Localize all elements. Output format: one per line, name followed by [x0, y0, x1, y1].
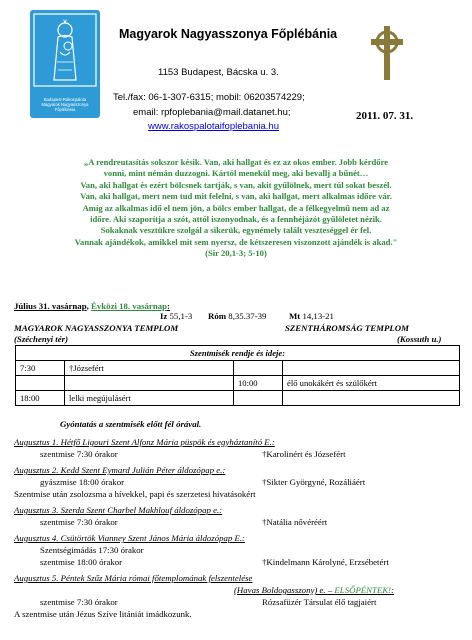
- table-row: 10:00 élő unokákért és szülőkért: [16, 376, 460, 391]
- church-right-name: SZENTHÁROMSÁG TEMPLOM: [285, 323, 409, 333]
- phone-line: Tel./fax: 06-1-307-6315; mobil: 06203574229;: [113, 92, 305, 103]
- day-aug1-mass: szentmise 7:30 órakor: [40, 449, 118, 459]
- celtic-cross-icon: [365, 24, 409, 82]
- confession-note: Gyóntatás a szentmisék előtt fél órával.: [60, 419, 202, 429]
- day-aug4-title: Augusztus 4. Csütörtök Vianney Szent János Mária áldozópap E.:: [14, 533, 245, 543]
- day-aug4-intent: †Kindelmann Károlyné, Erzsébetért: [262, 557, 389, 567]
- website-link[interactable]: www.rakospalotaifoplebania.hu: [148, 121, 279, 132]
- day-aug3-title: Augusztus 3. Szerda Szent Charbel Makhlouf áldozópap e.:: [14, 505, 223, 515]
- church-right-place: (Kossuth u.): [397, 334, 442, 344]
- mass-schedule-table: [15, 345, 460, 406]
- day-aug5-note: A szentmise után Jézus Szíve litániát imádkozunk.: [14, 609, 192, 619]
- parish-title: Magyarok Nagyasszonya Főplébánia: [119, 27, 338, 41]
- readings-3: Mt 14,13-21: [289, 311, 334, 321]
- day-aug2-mass: gyászmise 18:00 órakor: [40, 477, 125, 487]
- day-aug4-mass: szentmise 18:00 órakor: [40, 557, 123, 567]
- day-aug5-subtitle: (Havas Boldogasszony) e. – ELSŐPÉNTEK!:: [234, 585, 395, 595]
- day-aug4-adoration: Szentségimádás 17:30 órakor: [40, 545, 144, 555]
- bulletin-date: 2011. 07. 31.: [356, 110, 414, 122]
- day-aug3-intent: †Natália nővéréért: [262, 517, 328, 527]
- church-left-place: (Széchenyi tér): [14, 334, 68, 344]
- readings: Iz 55,1-3: [160, 311, 193, 321]
- parish-logo: [30, 10, 100, 118]
- day-aug1-intent: †Karolinért és Józsefért: [262, 449, 346, 459]
- day-aug5-intent: Rózsafüzér Társulat élő tagjaiért: [262, 597, 377, 607]
- email-line: email: rpfoplebania@mail.datanet.hu;: [133, 107, 291, 118]
- table-row: 7:30 †Józsefért: [16, 361, 460, 376]
- day-aug2-title: Augusztus 2. Kedd Szent Eymard Julián Péter áldozópap e.:: [14, 465, 226, 475]
- day-aug3-mass: szentmise 7:30 órakor: [40, 517, 118, 527]
- day-aug1-title: Augusztus 1. Hétfő Ligouri Szent Alfonz Mária püspök és egyháztanító E.:: [14, 437, 275, 447]
- logo-caption: Budapest-Rákospalota Magyarok Nagyasszonya Főplébánia: [41, 97, 89, 112]
- table-row: 18:00 lelki megújulásért: [16, 391, 460, 406]
- readings-2: Róm 8,35.37-39: [208, 311, 267, 321]
- scripture-quote: „A rendreutasítás sokszor késik. Van, aki hallgat és ez az okos ember. Jobb kérdőre vonni, mint némán duzzogni. Kártól menekül meg, aki bevallj a bűnét… Van, aki hallgat és ezért bölcsnek tartják, s van, akit gyűlölnek, mert túl sokat beszél. Van, aki hallgat, mert nem tud mit felelni, s van, aki hallgat, mert alkalmas időre vár. Amíg az alkalmas idő el nem jön, a bölcs ember hallgat, de a félkegyelmű nem ad az időre. Aki szaporítja a szót, attól iszonyodnak, és a fennhéjázót gyűlöletet nézik. Sokaknak vesztükre szolgál a sikerük, egynémely talált veszteséggel ér fel. Vannak ajándékok, amikkel mit sem nyersz, de kétszeresen viszonzott ajándék is akad." (Sir 20,1-3; 5-10): [20, 157, 452, 260]
- day-aug5-title: Augusztus 5. Péntek Szűz Mária római főtemplomának felszentelése: [14, 573, 253, 583]
- mass-table-header: Szentmisék rendje és ideje:: [16, 346, 460, 361]
- quote-source: (Sir 20,1-3; 5-10): [205, 248, 267, 259]
- day-aug2-note: Szentmise után zsolozsma a hívekkel, papi és szerzetesi hivatásokért: [14, 489, 256, 499]
- day-aug5-mass: szentmise 7:30 órakor: [40, 597, 118, 607]
- church-left-name: MAGYAROK NAGYASSZONYA TEMPLOM: [14, 323, 179, 333]
- address: 1153 Budapest, Bácska u. 3.: [158, 67, 279, 78]
- day-aug2-intent: †Sikter Györgyné, Rozáliáért: [262, 477, 366, 487]
- sunday-heading: Július 31. vasárnap, Évközi 18. vasárnap:: [14, 301, 170, 311]
